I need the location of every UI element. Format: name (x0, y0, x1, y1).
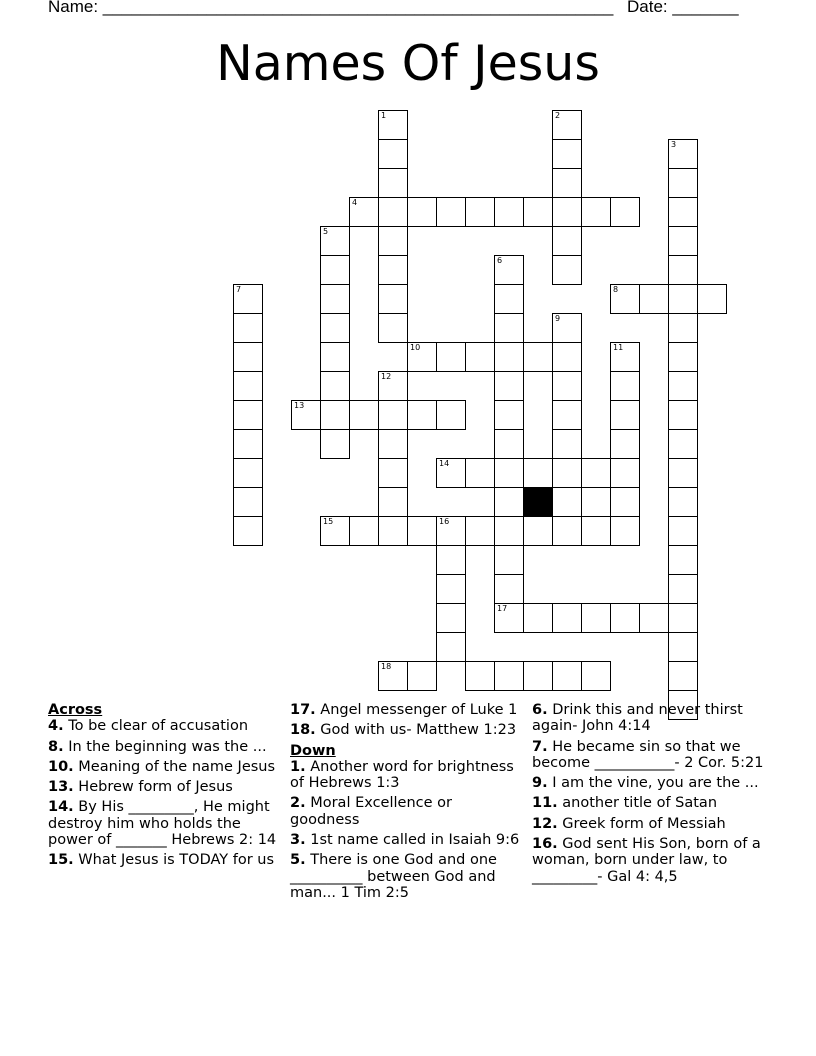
clue-number: 9 (555, 314, 561, 323)
grid-cell[interactable] (552, 487, 582, 517)
clue-number: 15 (323, 517, 334, 526)
grid-cell[interactable] (233, 429, 263, 459)
grid-cell[interactable] (378, 313, 408, 343)
grid-cell[interactable] (668, 197, 698, 227)
clue-number: 2 (555, 111, 561, 120)
clue-number: 8 (613, 285, 619, 294)
clue-down-6: 6. Drink this and never thirst again- John 4:14 (532, 702, 743, 735)
grid-cell[interactable] (320, 313, 350, 343)
grid-cell[interactable] (668, 371, 698, 401)
grid-cell[interactable] (378, 516, 408, 546)
grid-cell[interactable] (639, 603, 669, 633)
grid-cell[interactable] (668, 458, 698, 488)
grid-cell-4[interactable] (349, 197, 379, 227)
grid-cell[interactable] (581, 661, 611, 691)
grid-cell[interactable] (552, 226, 582, 256)
grid-cell[interactable] (552, 603, 582, 633)
clue-number: 14 (439, 459, 450, 468)
grid-cell[interactable] (610, 400, 640, 430)
grid-cell[interactable] (610, 458, 640, 488)
clue-number: 6 (497, 256, 503, 265)
grid-cell[interactable] (320, 284, 350, 314)
clue-number: 17 (497, 604, 508, 613)
clue-down-5: 5. There is one God and one __________ between God and man... 1 Tim 2:5 (290, 852, 497, 901)
clue-number: 3 (671, 140, 677, 149)
grid-cell[interactable] (668, 313, 698, 343)
grid-cell[interactable] (465, 342, 495, 372)
grid-cell[interactable] (668, 487, 698, 517)
grid-cell[interactable] (523, 603, 553, 633)
grid-cell[interactable] (436, 632, 466, 662)
clue-across-13: 13. Hebrew form of Jesus (48, 779, 233, 796)
grid-cell-17[interactable] (494, 603, 524, 633)
grid-cell[interactable] (494, 197, 524, 227)
grid-cell-11[interactable] (610, 342, 640, 372)
grid-cell[interactable] (494, 284, 524, 314)
clues-column-1 (48, 702, 280, 873)
grid-cell[interactable] (668, 545, 698, 575)
grid-cell[interactable] (494, 487, 524, 517)
grid-cell[interactable] (320, 371, 350, 401)
grid-cell[interactable] (494, 545, 524, 575)
grid-cell[interactable] (523, 197, 553, 227)
grid-cell[interactable] (378, 139, 408, 169)
grid-cell-5[interactable] (320, 226, 350, 256)
grid-cell[interactable] (320, 400, 350, 430)
clues-column-3 (532, 702, 764, 889)
grid-cell[interactable] (233, 313, 263, 343)
grid-cell[interactable] (378, 487, 408, 517)
grid-cell[interactable] (610, 197, 640, 227)
grid-cell-9[interactable] (552, 313, 582, 343)
clue-down-1: 1. Another word for brightness of Hebrews 1:3 (290, 758, 514, 792)
grid-cell[interactable] (494, 661, 524, 691)
grid-cell-2[interactable] (552, 110, 582, 140)
grid-cell[interactable] (668, 284, 698, 314)
clue-down-3: 3. 1st name called in Isaiah 9:6 (290, 832, 520, 849)
clue-number: 1 (381, 111, 387, 120)
grid-cell[interactable] (436, 342, 466, 372)
grid-cell[interactable] (378, 197, 408, 227)
grid-cell[interactable] (697, 284, 727, 314)
grid-cell[interactable] (494, 371, 524, 401)
clue-number: 7 (236, 285, 242, 294)
clue-number: 10 (410, 343, 421, 352)
grid-cell[interactable] (233, 400, 263, 430)
grid-cell[interactable] (494, 458, 524, 488)
grid-cell[interactable] (581, 516, 611, 546)
clue-number: 18 (381, 662, 392, 671)
grid-cell[interactable] (494, 574, 524, 604)
grid-cell[interactable] (436, 400, 466, 430)
grid-cell[interactable] (436, 197, 466, 227)
grid-cell-3[interactable] (668, 139, 698, 169)
grid-cell-12[interactable] (378, 371, 408, 401)
grid-cell[interactable] (552, 458, 582, 488)
grid-cell[interactable] (494, 400, 524, 430)
grid-cell[interactable] (378, 168, 408, 198)
grid-cell[interactable] (349, 400, 379, 430)
clues-column-2 (290, 702, 522, 905)
grid-cell[interactable] (668, 516, 698, 546)
clue-number: 4 (352, 198, 358, 207)
grid-cell[interactable] (552, 429, 582, 459)
grid-cell[interactable] (494, 313, 524, 343)
grid-cell[interactable] (610, 487, 640, 517)
clue-across-15: 15. What Jesus is TODAY for us (48, 852, 275, 869)
date-field[interactable]: Date: _______ (627, 0, 739, 16)
grid-cell-10[interactable] (407, 342, 437, 372)
grid-cell[interactable] (581, 458, 611, 488)
grid-cell[interactable] (668, 400, 698, 430)
grid-cell-16[interactable] (436, 516, 466, 546)
grid-cell[interactable] (523, 516, 553, 546)
grid-cell-13[interactable] (291, 400, 321, 430)
grid-cell[interactable] (465, 516, 495, 546)
clue-down-11: 11. another title of Satan (532, 795, 718, 812)
grid-cell[interactable] (320, 342, 350, 372)
grid-cell[interactable] (320, 255, 350, 285)
grid-cell-6[interactable] (494, 255, 524, 285)
grid-cell[interactable] (349, 516, 379, 546)
grid-cell[interactable] (523, 661, 553, 691)
grid-cell[interactable] (668, 429, 698, 459)
clue-number: 5 (323, 227, 329, 236)
grid-cell[interactable] (668, 226, 698, 256)
grid-cell[interactable] (668, 342, 698, 372)
grid-cell[interactable] (465, 458, 495, 488)
name-field[interactable]: Name: ______________________________________________________ (48, 0, 614, 16)
grid-cell-18[interactable] (378, 661, 408, 691)
grid-cell[interactable] (552, 371, 582, 401)
grid-cell[interactable] (668, 574, 698, 604)
grid-cell[interactable] (552, 255, 582, 285)
grid-cell[interactable] (610, 371, 640, 401)
grid-cell[interactable] (407, 516, 437, 546)
clue-across-8: 8. In the beginning was the ... (48, 738, 267, 755)
grid-cell[interactable] (552, 342, 582, 372)
clue-number: 13 (294, 401, 305, 410)
clue-across-17: 17. Angel messenger of Luke 1 (290, 702, 518, 718)
grid-cell[interactable] (552, 516, 582, 546)
grid-cell-8[interactable] (610, 284, 640, 314)
grid-cell-14[interactable] (436, 458, 466, 488)
down-heading: Down (290, 742, 336, 759)
across-heading: Across (48, 702, 103, 718)
grid-cell[interactable] (436, 545, 466, 575)
clue-across-18: 18. God with us- Matthew 1:23 (290, 722, 517, 739)
grid-cell[interactable] (407, 400, 437, 430)
grid-cell[interactable] (233, 342, 263, 372)
grid-cell[interactable] (436, 574, 466, 604)
grid-black-cell (523, 487, 553, 517)
page-title: Names Of Jesus (216, 35, 600, 92)
clue-down-9: 9. I am the vine, you are the ... (532, 775, 759, 792)
grid-cell-15[interactable] (320, 516, 350, 546)
grid-cell[interactable] (320, 429, 350, 459)
grid-cell[interactable] (668, 661, 698, 691)
grid-cell[interactable] (407, 197, 437, 227)
grid-cell[interactable] (233, 487, 263, 517)
grid-cell[interactable] (523, 458, 553, 488)
grid-cell[interactable] (494, 516, 524, 546)
clue-down-16: 16. God sent His Son, born of a woman, born under law, to _________- Gal 4: 4,5 (532, 836, 761, 885)
grid-cell-7[interactable] (233, 284, 263, 314)
clue-down-12: 12. Greek form of Messiah (532, 815, 726, 832)
grid-cell[interactable] (523, 342, 553, 372)
grid-cell[interactable] (378, 255, 408, 285)
grid-cell[interactable] (581, 603, 611, 633)
grid-cell[interactable] (494, 342, 524, 372)
clue-number: 11 (613, 343, 624, 352)
grid-cell[interactable] (668, 603, 698, 633)
grid-cell[interactable] (407, 661, 437, 691)
grid-cell[interactable] (610, 603, 640, 633)
grid-cell[interactable] (552, 197, 582, 227)
grid-cell[interactable] (552, 139, 582, 169)
grid-cell[interactable] (436, 603, 466, 633)
grid-cell[interactable] (494, 429, 524, 459)
grid-cell[interactable] (552, 168, 582, 198)
clue-across-10: 10. Meaning of the name Jesus (48, 758, 276, 775)
grid-cell[interactable] (581, 197, 611, 227)
grid-cell[interactable] (378, 226, 408, 256)
grid-cell[interactable] (233, 516, 263, 546)
grid-cell[interactable] (378, 458, 408, 488)
grid-cell[interactable] (668, 632, 698, 662)
grid-cell[interactable] (233, 458, 263, 488)
grid-cell[interactable] (610, 516, 640, 546)
clue-number: 16 (439, 517, 450, 526)
grid-cell[interactable] (233, 371, 263, 401)
grid-cell[interactable] (465, 197, 495, 227)
clue-across-14: 14. By His _________, He might destroy him who holds the power of _______ Hebrews 2: 14 (48, 799, 277, 849)
grid-cell[interactable] (378, 284, 408, 314)
grid-cell-1[interactable] (378, 110, 408, 140)
clue-down-2: 2. Moral Excellence or goodness (290, 795, 452, 828)
grid-cell[interactable] (668, 168, 698, 198)
grid-cell[interactable] (465, 661, 495, 691)
grid-cell[interactable] (639, 284, 669, 314)
clue-across-4: 4. To be clear of accusation (48, 718, 249, 735)
clue-down-7: 7. He became sin so that we become ___________- 2 Cor. 5:21 (532, 738, 764, 771)
clue-number: 12 (381, 372, 392, 381)
grid-cell[interactable] (552, 400, 582, 430)
grid-cell[interactable] (552, 661, 582, 691)
grid-cell[interactable] (668, 255, 698, 285)
grid-cell[interactable] (378, 429, 408, 459)
grid-cell[interactable] (610, 429, 640, 459)
